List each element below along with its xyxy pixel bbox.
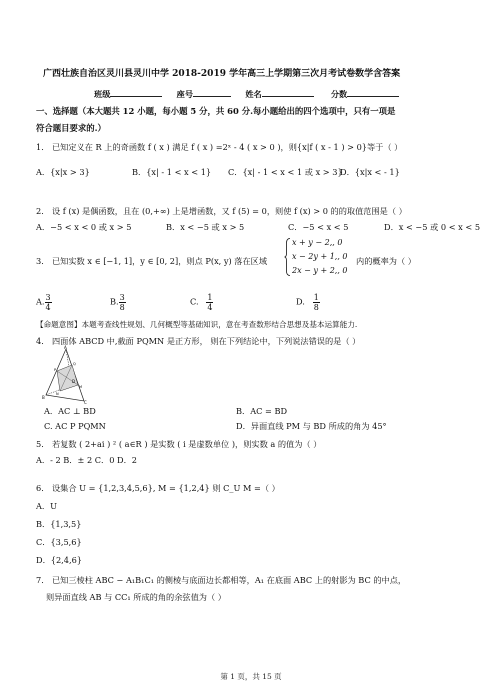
q6-option-a: A．U xyxy=(36,501,58,511)
class-blank[interactable] xyxy=(110,88,162,97)
score-label: 分数 xyxy=(330,89,348,99)
q6-option-d: D．{2,4,6} xyxy=(36,555,83,565)
q4-option-d: D．异面直线 PM 与 BD 所成的角为 45° xyxy=(236,421,387,431)
fig-label-c: C xyxy=(84,400,87,405)
q2-option-d: D．x < −5 或 0 < x < 5 xyxy=(384,222,481,232)
q7-stem-line1: 7． 已知三棱柱 ABC − A₁B₁C₁ 的侧棱与底面边长都相等，A₁ 在底面 ABC 上的射影为 BC 的中点， xyxy=(36,575,407,585)
q3-inequality-2: x − 2y + 1,, 0 xyxy=(292,252,348,261)
fig-label-b: B xyxy=(42,395,45,400)
q7-stem-line2: 则异面直线 AB 与 CC₁ 所成的角的余弦值为（ ） xyxy=(46,592,226,602)
q1-option-b: B．{x| - 1 < x < 1} xyxy=(132,167,212,177)
q2-option-c: C．−5 < x < 5 xyxy=(288,222,349,232)
seat-blank[interactable] xyxy=(193,88,231,97)
q4-tetrahedron-figure xyxy=(42,345,88,405)
q3-system-brace xyxy=(284,238,291,276)
page-title: 广西壮族自治区灵川县灵川中学 2018-2019 学年高三上学期第三次月考试卷数学含答案 xyxy=(43,69,401,79)
q4-option-a: A．AC ⊥ BD xyxy=(44,406,96,416)
q3-inequality-3: 2x − y + 2,, 0 xyxy=(292,266,348,275)
fig-label-q: Q xyxy=(73,362,76,366)
q4-option-b: B．AC = BD xyxy=(236,406,288,416)
section-heading-line1: 一、选择题（本大题共 12 小题，每小题 5 分，共 60 分.每小题给出的四个选项中，只有一项是 xyxy=(36,106,396,116)
page-footer: 第 1 页，共 15 页 xyxy=(220,672,282,681)
q4-stem: 4． 四面体 ABCD 中,截面 PQMN 是正方形， 则在下列结论中，下列说法错误的是（ ） xyxy=(36,336,361,346)
fig-label-n: N xyxy=(56,392,59,396)
fig-label-d: D xyxy=(72,379,76,384)
q3-stem-right: 内的概率为（ ） xyxy=(356,256,416,266)
q4-option-c: C. AC P PQMN xyxy=(44,421,106,431)
score-blank[interactable] xyxy=(347,88,399,97)
q2-option-b: B．x < −5 或 x > 5 xyxy=(166,222,245,232)
q1-option-d: D．{x|x < - 1} xyxy=(340,167,400,177)
q2-stem: 2． 设 f (x) 是偶函数，且在 (0,+∞) 上是增函数，又 f (5) = 0，则使 f (x) > 0 的的取值范围是（ ） xyxy=(36,206,407,216)
fig-label-m: M xyxy=(79,385,83,389)
q6-option-b: B．{1,3,5} xyxy=(36,519,82,529)
info-fields xyxy=(94,88,399,100)
q3-note: 【命题意图】本题考查线性规划、几何概型等基础知识，意在考查数形结合思想及基本运算能力. xyxy=(36,320,358,329)
q1-stem: 1． 已知定义在 R 上的奇函数 f ( x ) 满足 f ( x ) =2ˣ - 4 ( x > 0 )，则{x|f ( x - 1 ) > 0}等于（ ） xyxy=(36,142,403,152)
fig-label-p: P xyxy=(54,368,57,372)
q1-option-c: C．{x| - 1 < x < 1 或 x > 3} xyxy=(228,167,343,177)
q6-stem: 6． 设集合 U = {1,2,3,4,5,6}, M = {1,2,4} 则 C_U M =（ ） xyxy=(36,483,280,493)
seat-label: 座号 xyxy=(176,89,194,99)
q3-option-b: B. $\frac{3}{8}$ xyxy=(110,293,125,312)
name-label: 姓名 xyxy=(245,89,262,99)
q5-stem: 5． 若复数 ( 2+ai ) ² ( a∈R ) 是实数 ( i 是虚数单位 )，则实数 a 的值为（ ） xyxy=(36,439,322,449)
q3-stem-left: 3． 已知实数 x ∈ [−1, 1]，y ∈ [0, 2]，则点 P(x, y) 落在区域 xyxy=(36,256,268,266)
q5-options: A．- 2 B．± 2 C．0 D．2 xyxy=(36,455,137,465)
q3-option-c: C. $\frac{1}{4}$ xyxy=(190,293,213,312)
q3-option-d: D. $\frac{1}{8}$ xyxy=(296,293,319,312)
q3-inequality-1: x + y − 2,, 0 xyxy=(292,238,343,247)
q6-option-c: C．{3,5,6} xyxy=(36,537,82,547)
name-blank[interactable] xyxy=(262,88,314,97)
fig-label-a: A xyxy=(64,345,67,350)
q1-option-a: A．{x|x > 3} xyxy=(36,167,90,177)
q3-option-a: A. $\frac{3}{4}$ xyxy=(36,293,51,312)
class-label: 班级 xyxy=(94,89,111,99)
section-heading-line2: 符合题目要求的.） xyxy=(36,123,106,133)
q2-option-a: A．−5 < x < 0 或 x > 5 xyxy=(36,222,132,232)
